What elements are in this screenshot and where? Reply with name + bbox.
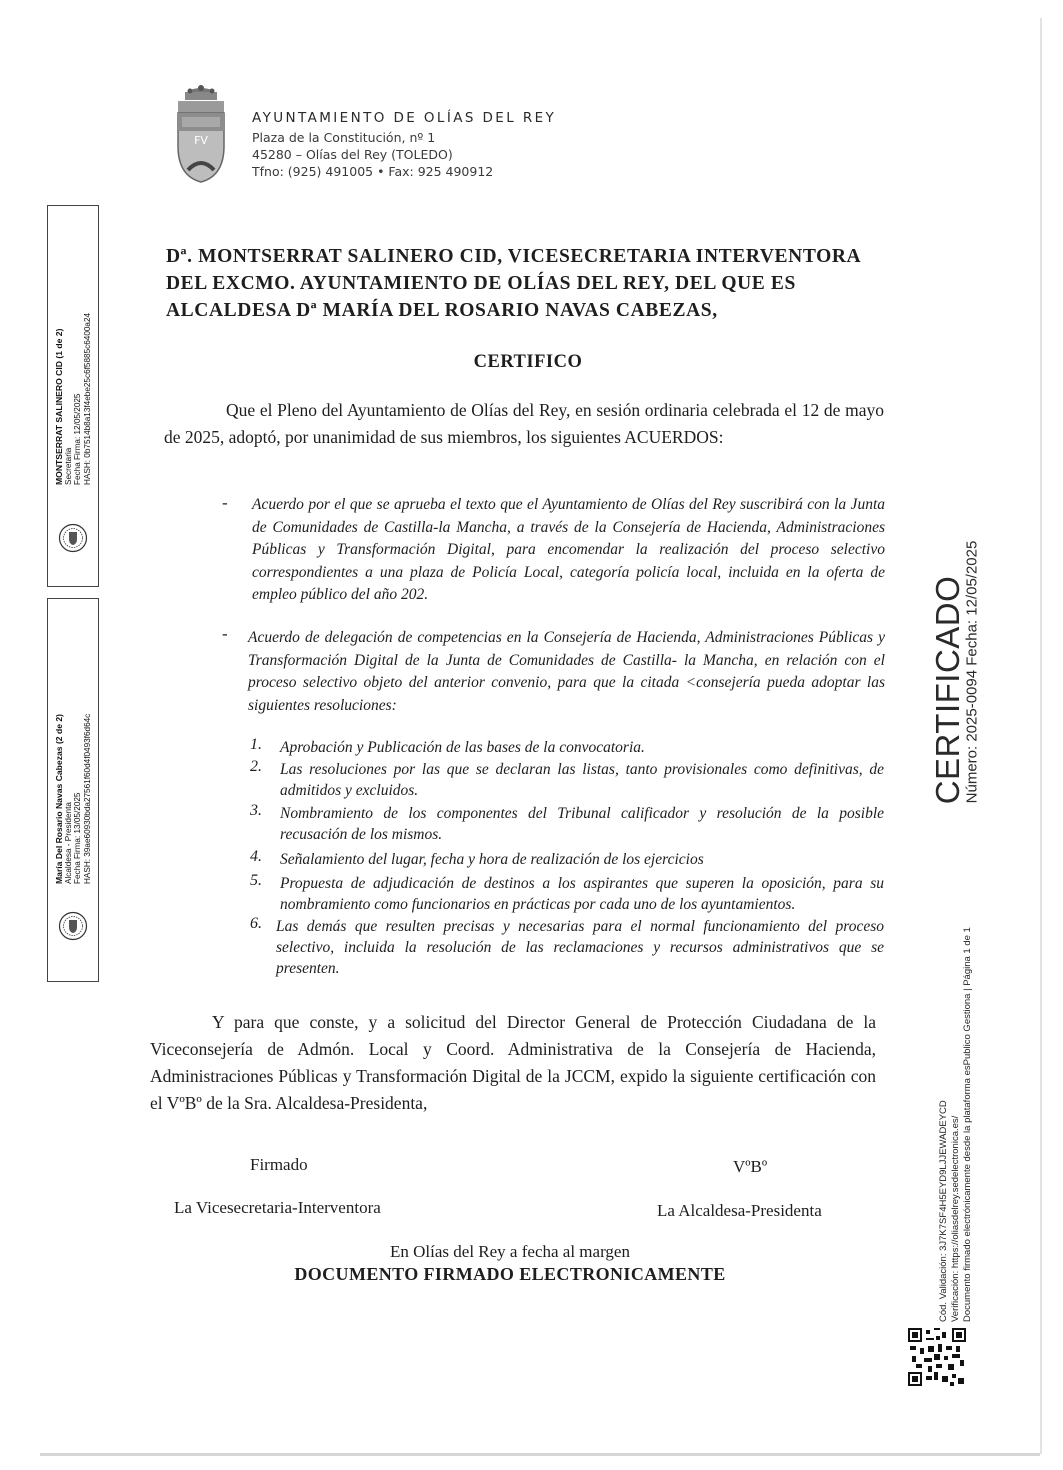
qr-code-icon xyxy=(908,1328,966,1386)
stamp-number-date: Número: 2025-0094 Fecha: 12/05/2025 xyxy=(963,540,981,804)
signer-1-hash: HASH: 0b7514b8a13f4ebe25c6f5885c6400a24 xyxy=(82,312,92,485)
organization-name: AYUNTAMIENTO DE OLÍAS DEL REY xyxy=(252,110,557,126)
closing-paragraph: Y para que conste, y a solicitud del Director General de Protección Ciudadana de la Viceconsejería de Admón. Local y Coord. Administrativa de la Consejería de Hacienda, Administraciones Públicas y Transformación Digital de la JCCM, expido la siguiente certificación con el VºBº de la Sra. Alcaldesa-Presidenta, xyxy=(150,1012,876,1113)
page-bottom-shadow xyxy=(40,1453,1040,1456)
electronic-signature-notice: DOCUMENTO FIRMADO ELECTRONICAMENTE xyxy=(294,1264,726,1284)
agreement-item-2: Acuerdo de delegación de competencias en la Consejería de Hacienda, Administraciones Públicas y Transformación Digital de la Junta de Comunidades de Castilla- la Mancha, en relación con el proceso selectivo objeto del anterior convenio, para que la citada <consejería pueda adoptar las siguientes resoluciones: xyxy=(248,629,885,714)
resolution-item: Propuesta de adjudicación de destinos a los aspirantes que superen la oposición, para su nombramiento como funcionarios en prácticas por cada uno de los ayuntamientos. xyxy=(280,875,884,913)
signer-2-name: María Del Rosario Navas Cabezas (2 de 2) xyxy=(54,713,64,884)
resolution-item: Señalamiento del lugar, fecha y hora de realización de los ejercicios xyxy=(280,851,704,868)
approval-label: VºBº xyxy=(733,1157,768,1176)
signer-1-name: MONTSERRAT SALINERO CID (1 de 2) xyxy=(54,328,64,485)
resolution-item: Aprobación y Publicación de las bases de la convocatoria. xyxy=(280,739,645,756)
signer-2-block xyxy=(55,714,92,884)
resolution-item: Las resoluciones por las que se declaran las listas, tanto provisionales como definitivas, de admitidos y excluidos. xyxy=(280,761,884,799)
resolution-number: 5. xyxy=(250,872,262,889)
validation-code: Cód. Validación: 3J7K7SF4H5EYD9LJJEWADEYCD xyxy=(938,1100,949,1322)
mayor-role: La Alcaldesa-Presidenta xyxy=(657,1201,822,1220)
signer-1-role: Secretaria xyxy=(64,447,74,485)
certificate-stamp xyxy=(888,540,1008,840)
intro-paragraph: Que el Pleno del Ayuntamiento de Olías del Rey, en sesión ordinaria celebrada el 12 de mayo de 2025, adoptó, por unanimidad de sus miembros, los siguientes ACUERDOS: xyxy=(164,400,884,447)
platform-note: Documento firmado electrónicamente desde la plataforma esPublico Gestiona | Página 1 de 1 xyxy=(962,927,973,1322)
resolution-number: 2. xyxy=(250,758,262,775)
verification-url[interactable]: Verificación: https://oliasdelrey.sedelectronica.es/ xyxy=(950,1115,961,1322)
heading-line-1: Dª. MONTSERRAT SALINERO CID, VICESECRETARIA INTERVENTORA xyxy=(166,246,862,267)
heading-line-3: ALCALDESA Dª MARÍA DEL ROSARIO NAVAS CABEZAS, xyxy=(166,300,718,321)
signer-1-date: Fecha Firma: 12/05/2025 xyxy=(73,393,83,485)
municipal-crest-logo xyxy=(170,84,232,184)
municipal-seal-icon xyxy=(58,523,88,553)
resolution-item: Las demás que resulten precisas y necesarias para el normal funcionamiento del proceso selectivo, incluida la resolución de las reclamaciones y recursos administrativos que se presenten. xyxy=(276,918,884,977)
municipal-seal-icon xyxy=(58,911,88,941)
signer-1-block xyxy=(55,313,92,485)
agreement-item-1: Acuerdo por el que se aprueba el texto que el Ayuntamiento de Olías del Rey suscribirá con la Junta de Comunidades de Castilla-la Mancha, a través de la Consejería de Hacienda, Administraciones Públicas y Transformación Digital, para encomendar la realización del proceso selectivo correspondientes a una plaza de Policía Local, categoría policía local, incluida en la oferta de empleo público del año 202. xyxy=(252,496,885,603)
list-bullet-dash: - xyxy=(222,493,228,512)
list-bullet-dash: - xyxy=(222,624,228,643)
address-line-1: Plaza de la Constitución, nº 1 xyxy=(252,130,436,145)
signer-2-hash: HASH: 39ae60930bda27561f60d4f0493f6d64c xyxy=(82,713,92,884)
vicesecretary-role: La Vicesecretaria-Interventora xyxy=(174,1198,381,1217)
place-date-line: En Olías del Rey a fecha al margen xyxy=(390,1242,630,1261)
certifico-title: CERTIFICO xyxy=(473,352,583,372)
resolution-number: 3. xyxy=(250,802,262,819)
resolution-number: 6. xyxy=(250,915,262,932)
address-line-2: 45280 – Olías del Rey (TOLEDO) xyxy=(252,147,453,162)
stamp-title: CERTIFICADO xyxy=(929,575,966,805)
phone-fax-line: Tfno: (925) 491005 • Fax: 925 490912 xyxy=(252,164,494,179)
resolution-number: 4. xyxy=(250,848,262,865)
resolution-number: 1. xyxy=(250,736,262,753)
certifying-officer-heading xyxy=(166,243,894,324)
svg-text:FV: FV xyxy=(194,134,208,147)
page-edge-shadow xyxy=(1040,18,1042,1454)
resolution-item: Nombramiento de los componentes del Tribunal calificador y resolución de la posible recusación de los mismos. xyxy=(280,805,884,843)
signer-2-role: Alcaldesa - Presidenta xyxy=(64,802,74,884)
heading-line-2: DEL EXCMO. AYUNTAMIENTO DE OLÍAS DEL REY, DEL QUE ES xyxy=(166,273,796,294)
signed-label: Firmado xyxy=(250,1155,308,1174)
signer-2-date: Fecha Firma: 13/05/2025 xyxy=(73,792,83,884)
